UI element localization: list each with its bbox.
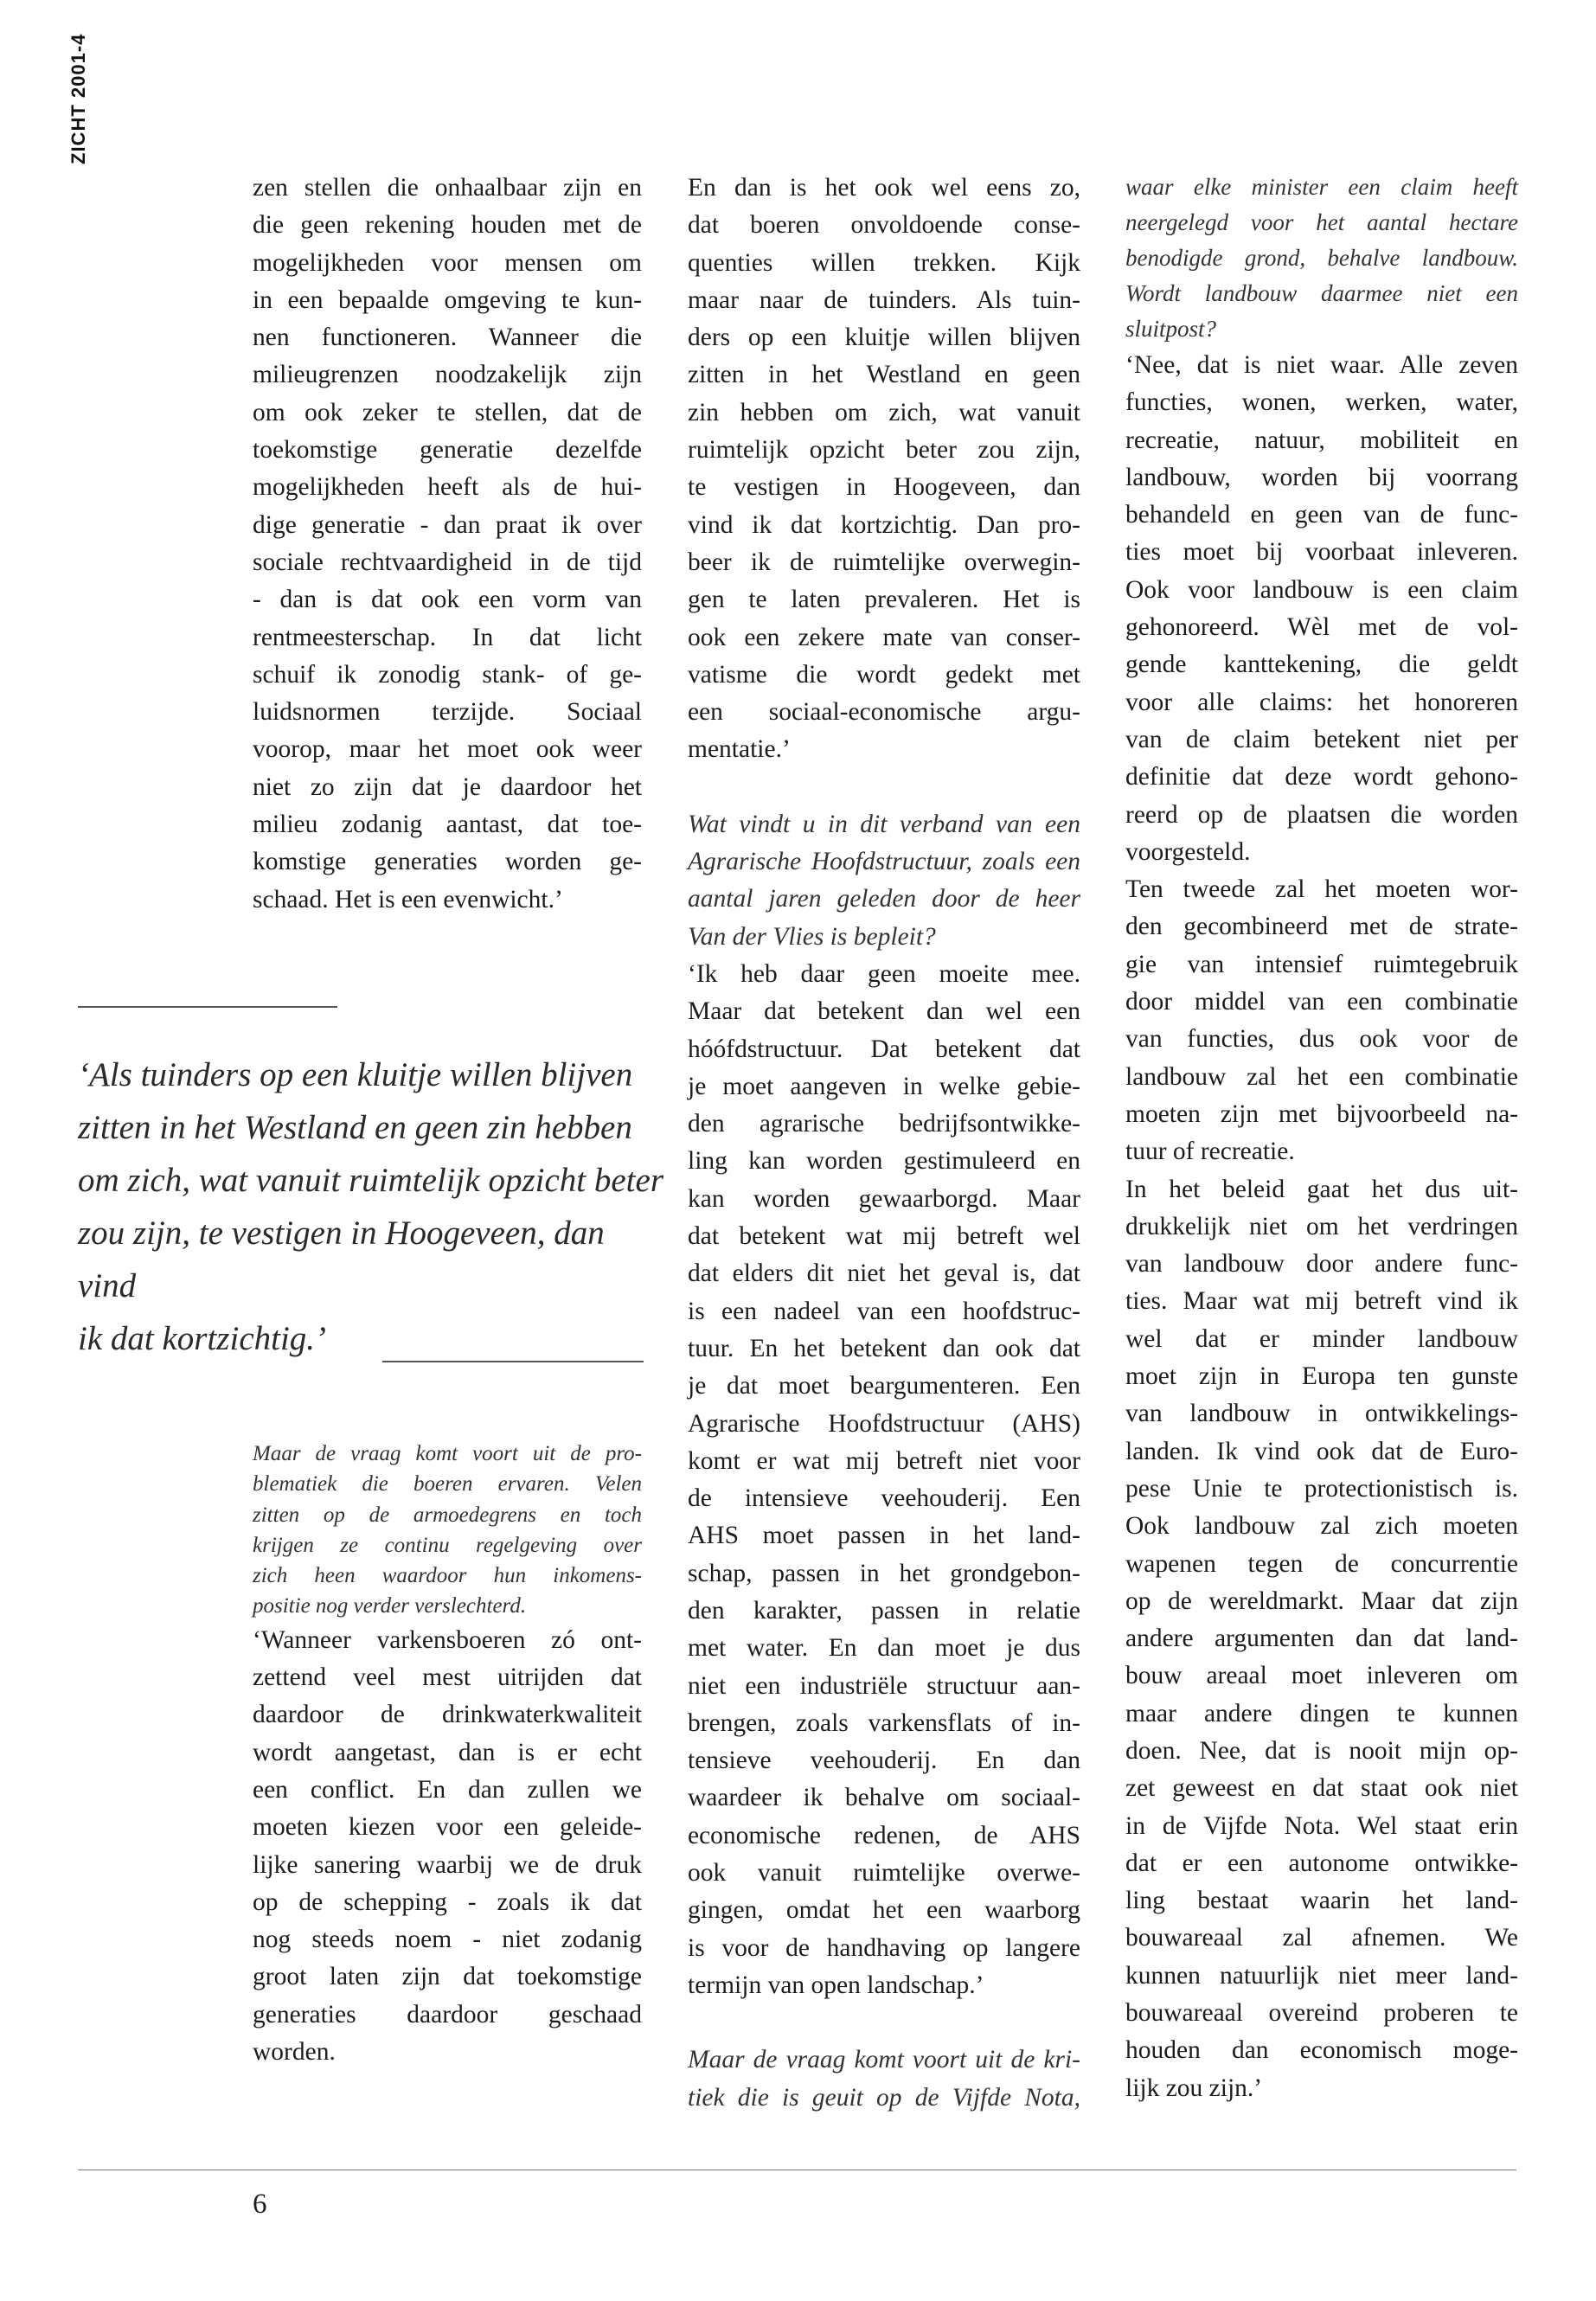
text-line: ook vanuit ruimtelijke overwe-: [688, 1859, 1080, 1888]
text-line: te vestigen in Hoogeveen, dan: [688, 473, 1080, 502]
question-line: tiek die is geuit op de Vijfde Nota,: [688, 2083, 1080, 2112]
text-line: hóófdstructuur. Dat betekent dat: [688, 1035, 1080, 1063]
text-line: mogelijkheden voor mensen om: [253, 248, 642, 277]
text-line: luidsnormen terzijde. Sociaal: [253, 698, 642, 727]
text-line: dat elders dit niet het geval is, dat: [688, 1259, 1080, 1288]
text-line: zen stellen die onhaalbaar zijn en: [253, 174, 642, 202]
text-line: toekomstige generatie dezelfde: [253, 436, 642, 465]
question-line: neergelegd voor het aantal hectare: [1125, 209, 1518, 235]
text-line: rentmeesterschap. In dat licht: [253, 623, 642, 651]
text-line: gingen, omdat het een waarborg: [688, 1896, 1080, 1925]
side-label: ZICHT 2001-4: [67, 33, 89, 164]
text-line: milieu zodanig aantast, dat toe-: [253, 811, 642, 839]
text-line: schuif ik zonodig stank- of ge-: [253, 660, 642, 689]
text-line: andere argumenten dan dat land-: [1125, 1625, 1518, 1653]
text-line: bouwareaal overeind proberen te: [1125, 1999, 1518, 2028]
text-line: gehonoreerd. Wèl met de vol-: [1125, 613, 1518, 642]
text-line: den agrarische bedrijfsontwikke-: [688, 1110, 1080, 1138]
text-line: een conflict. En dan zullen we: [253, 1775, 642, 1804]
question-line: Maar de vraag komt voort uit de pro-: [253, 1442, 642, 1465]
text-line: van de claim betekent niet per: [1125, 725, 1518, 753]
text-line: dige generatie - dan praat ik over: [253, 510, 642, 539]
text-line: gen te laten prevaleren. Het is: [688, 586, 1080, 614]
interview-answer: [253, 1622, 642, 2072]
text-line: Maar dat betekent dan wel een: [688, 997, 1080, 1026]
text-line: je dat moet beargumenteren. Een: [688, 1372, 1080, 1400]
text-line: niet zo zijn dat je daardoor het: [253, 772, 642, 801]
text-line: ties moet bij voorbaat inleveren.: [1125, 538, 1518, 567]
pull-quote-line: zou zijn, te vestigen in Hoogeveen, dan vind: [78, 1215, 605, 1304]
text-line: groot laten zijn dat toekomstige: [253, 1963, 642, 1991]
question-line: zitten op de armoedegrens en toch: [253, 1503, 642, 1527]
text-line: maar naar de tuinders. Als tuin-: [688, 285, 1080, 314]
text-line: gende kanttekening, die geldt: [1125, 651, 1518, 679]
interview-question: [688, 806, 1080, 956]
text-line: AHS moet passen in het land-: [688, 1522, 1080, 1550]
text-line: termijn van open landschap.’: [688, 1971, 984, 1999]
interview-question: [1125, 170, 1518, 347]
text-line: ‘Wanneer varkensboeren zó ont-: [253, 1625, 642, 1654]
text-line: doen. Nee, dat is nooit mijn op-: [1125, 1736, 1518, 1765]
text-line: milieugrenzen noodzakelijk zijn: [253, 361, 642, 389]
column-3: [1125, 170, 1518, 2107]
text-line: met water. En dan moet je dus: [688, 1634, 1080, 1663]
text-line: door middel van een combinatie: [1125, 988, 1518, 1016]
question-line: Agrarische Hoofdstructuur, zoals een: [688, 848, 1080, 876]
text-line: nen functioneren. Wanneer die: [253, 324, 642, 352]
text-line: Ook landbouw zal zich moeten: [1125, 1512, 1518, 1541]
text-line: worden.: [253, 2038, 336, 2067]
text-line: op de schepping - zoals ik dat: [253, 1888, 642, 1916]
text-line: schap, passen in het grondgebon-: [688, 1559, 1080, 1587]
text-line: ders op een kluitje willen blijven: [688, 324, 1080, 352]
text-line: lijk zou zijn.’: [1125, 2073, 1263, 2102]
text-line: landbouw, worden bij voorrang: [1125, 463, 1518, 491]
text-line: dat er een autonome ontwikke-: [1125, 1849, 1518, 1877]
column-2-para-1: [688, 170, 1080, 769]
question-line: positie nog verder verslechterd.: [253, 1594, 527, 1618]
question-line: Wat vindt u in dit verband van een: [688, 810, 1080, 838]
text-line: tensieve veehouderij. En dan: [688, 1747, 1080, 1775]
text-line: ‘Ik heb daar geen moeite mee.: [688, 959, 1080, 988]
pull-quote-top-rule: [78, 1006, 337, 1008]
text-line: Agrarische Hoofdstructuur (AHS): [688, 1409, 1080, 1438]
column-2: [688, 170, 1080, 2117]
text-line: Ook voor landbouw is een claim: [1125, 575, 1518, 604]
column-3-para-3: [1125, 1171, 1518, 2107]
pull-quote-line: zitten in het Westland en geen zin hebben: [78, 1109, 632, 1146]
text-line: generaties daardoor geschaad: [253, 2000, 642, 2029]
text-line: En dan is het ook wel eens zo,: [688, 174, 1080, 202]
text-line: moet zijn in Europa ten gunste: [1125, 1362, 1518, 1391]
text-line: op de wereldmarkt. Maar dat zijn: [1125, 1586, 1518, 1615]
text-line: komt er wat mij betreft niet voor: [688, 1446, 1080, 1475]
question-line: aantal jaren geleden door de heer: [688, 885, 1080, 913]
text-line: je moet aangeven in welke gebie-: [688, 1072, 1080, 1100]
text-line: dat boeren onvoldoende conse-: [688, 211, 1080, 240]
text-line: gie van intensief ruimtegebruik: [1125, 950, 1518, 978]
text-line: zet geweest en dat staat ook niet: [1125, 1774, 1518, 1803]
text-line: kan worden gewaarborgd. Maar: [688, 1184, 1080, 1213]
question-line: waar elke minister een claim heeft: [1125, 174, 1518, 200]
question-line: blematiek die boeren ervaren. Velen: [253, 1472, 642, 1497]
text-line: voor alle claims: het honoreren: [1125, 688, 1518, 716]
text-line: - dan is dat ook een vorm van: [253, 586, 642, 614]
text-line: om ook zeker te stellen, dat de: [253, 398, 642, 426]
question-line: benodigde grond, behalve landbouw.: [1125, 245, 1518, 271]
question-line: Wordt landbouw daarmee niet een: [1125, 280, 1518, 306]
pull-quote: [78, 1048, 666, 1365]
text-line: is een nadeel van een hoofdstruc-: [688, 1297, 1080, 1325]
text-line: sociale rechtvaardigheid in de tijd: [253, 548, 642, 576]
paragraph-gap: [688, 769, 1080, 806]
text-line: zettend veel mest uitrijden dat: [253, 1663, 642, 1692]
text-line: ‘Nee, dat is niet waar. Alle zeven: [1125, 351, 1518, 379]
page-number: 6: [253, 2189, 267, 2220]
text-line: mogelijkheden heeft als de hui-: [253, 473, 642, 502]
text-line: wel dat er minder landbouw: [1125, 1324, 1518, 1353]
text-line: tuur. En het betekent dan ook dat: [688, 1334, 1080, 1362]
question-line: Van der Vlies is bepleit?: [688, 922, 936, 951]
text-line: dat betekent wat mij betreft wel: [688, 1222, 1080, 1251]
text-line: komstige generaties worden ge-: [253, 848, 642, 876]
pull-quote-line: om zich, wat vanuit ruimtelijk opzicht beter: [78, 1162, 663, 1199]
text-line: zin hebben om zich, wat vanuit: [688, 398, 1080, 426]
text-line: de intensieve veehouderij. Een: [688, 1484, 1080, 1513]
text-line: is voor de handhaving op langere: [688, 1933, 1080, 1962]
text-line: economische redenen, de AHS: [688, 1821, 1080, 1849]
column-3-para-1: [1125, 347, 1518, 871]
text-line: den karakter, passen in relatie: [688, 1596, 1080, 1625]
text-line: die geen rekening houden met de: [253, 211, 642, 240]
pull-quote-line: ik dat kortzichtig.’: [78, 1320, 327, 1357]
text-line: niet een industriële structuur aan-: [688, 1671, 1080, 1700]
column-3-para-2: [1125, 871, 1518, 1170]
text-line: bouwareaal zal afnemen. We: [1125, 1924, 1518, 1952]
text-line: van functies, dus ook voor de: [1125, 1025, 1518, 1054]
text-line: bouw areaal moet inleveren om: [1125, 1662, 1518, 1690]
text-line: ling bestaat waarin het land-: [1125, 1887, 1518, 1915]
text-line: in de Vijfde Nota. Wel staat erin: [1125, 1811, 1518, 1840]
text-line: pese Unie te protectionistisch is.: [1125, 1474, 1518, 1503]
column-1-lower: [253, 1439, 642, 2071]
text-line: ling kan worden gestimuleerd en: [688, 1147, 1080, 1176]
text-line: voorgesteld.: [1125, 837, 1251, 866]
question-line: zich heen waardoor hun inkomens-: [253, 1564, 642, 1588]
question-line: Maar de vraag komt voort uit de kri-: [688, 2046, 1080, 2074]
text-line: den gecombineerd met de strate-: [1125, 913, 1518, 941]
text-line: nog steeds noem - niet zodanig: [253, 1926, 642, 1954]
text-line: reerd op de plaatsen die worden: [1125, 800, 1518, 829]
text-line: wapenen tegen de concurrentie: [1125, 1549, 1518, 1578]
text-line: voorop, maar het moet ook weer: [253, 735, 642, 764]
text-line: moeten zijn met bijvoorbeeld na-: [1125, 1099, 1518, 1128]
text-line: lijke sanering waarbij we de druk: [253, 1850, 642, 1879]
text-line: behandeld en geen van de func-: [1125, 501, 1518, 529]
question-line: sluitpost?: [1125, 316, 1217, 342]
interview-answer: [688, 956, 1080, 2004]
text-line: mentatie.’: [688, 735, 791, 764]
text-line: drukkelijk niet om het verdringen: [1125, 1212, 1518, 1240]
text-line: maar andere dingen te kunnen: [1125, 1699, 1518, 1727]
text-line: tuur of recreatie.: [1125, 1138, 1295, 1166]
text-line: schaad. Het is een evenwicht.’: [253, 885, 563, 913]
text-line: houden dan economisch moge-: [1125, 2036, 1518, 2065]
text-line: Ten tweede zal het moeten wor-: [1125, 875, 1518, 904]
pull-quote-bottom-rule: [382, 1361, 644, 1362]
text-line: van landbouw in ontwikkelings-: [1125, 1400, 1518, 1428]
interview-question: [253, 1439, 642, 1622]
text-line: daardoor de drinkwaterkwaliteit: [253, 1701, 642, 1729]
text-line: kunnen natuurlijk niet meer land-: [1125, 1961, 1518, 1990]
text-line: brengen, zoals varkensflats of in-: [688, 1708, 1080, 1737]
text-line: landbouw zal het een combinatie: [1125, 1062, 1518, 1091]
text-line: in een bepaalde omgeving te kun-: [253, 285, 642, 314]
text-line: beer ik de ruimtelijke overwegin-: [688, 548, 1080, 576]
text-line: wordt aangetast, dan is er echt: [253, 1738, 642, 1766]
question-line: krijgen ze continu regelgeving over: [253, 1533, 642, 1557]
text-line: quenties willen trekken. Kijk: [688, 248, 1080, 277]
text-line: moeten kiezen voor een geleide-: [253, 1813, 642, 1842]
text-line: definitie dat deze wordt gehono-: [1125, 763, 1518, 792]
interview-question: [688, 2041, 1080, 2117]
text-line: In het beleid gaat het dus uit-: [1125, 1175, 1518, 1203]
paragraph-gap: [688, 2004, 1080, 2041]
text-line: waardeer ik behalve om sociaal-: [688, 1784, 1080, 1812]
pull-quote-line: ‘Als tuinders op een kluitje willen blijven: [78, 1056, 633, 1093]
text-line: ties. Maar wat mij betreft vind ik: [1125, 1287, 1518, 1316]
text-line: vatisme die wordt gedekt met: [688, 660, 1080, 689]
text-line: zitten in het Westland en geen: [688, 361, 1080, 389]
text-line: ook een zekere mate van conser-: [688, 623, 1080, 651]
text-line: een sociaal-economische argu-: [688, 698, 1080, 727]
text-line: vind ik dat kortzichtig. Dan pro-: [688, 510, 1080, 539]
text-line: functies, wonen, werken, water,: [1125, 388, 1518, 417]
column-1-body: [253, 170, 642, 919]
text-line: landen. Ik vind ook dat de Euro-: [1125, 1437, 1518, 1465]
column-1: [253, 170, 642, 919]
text-line: recreatie, natuur, mobiliteit en: [1125, 426, 1518, 454]
text-line: van landbouw door andere func-: [1125, 1250, 1518, 1279]
text-line: ruimtelijk opzicht beter zou zijn,: [688, 436, 1080, 465]
